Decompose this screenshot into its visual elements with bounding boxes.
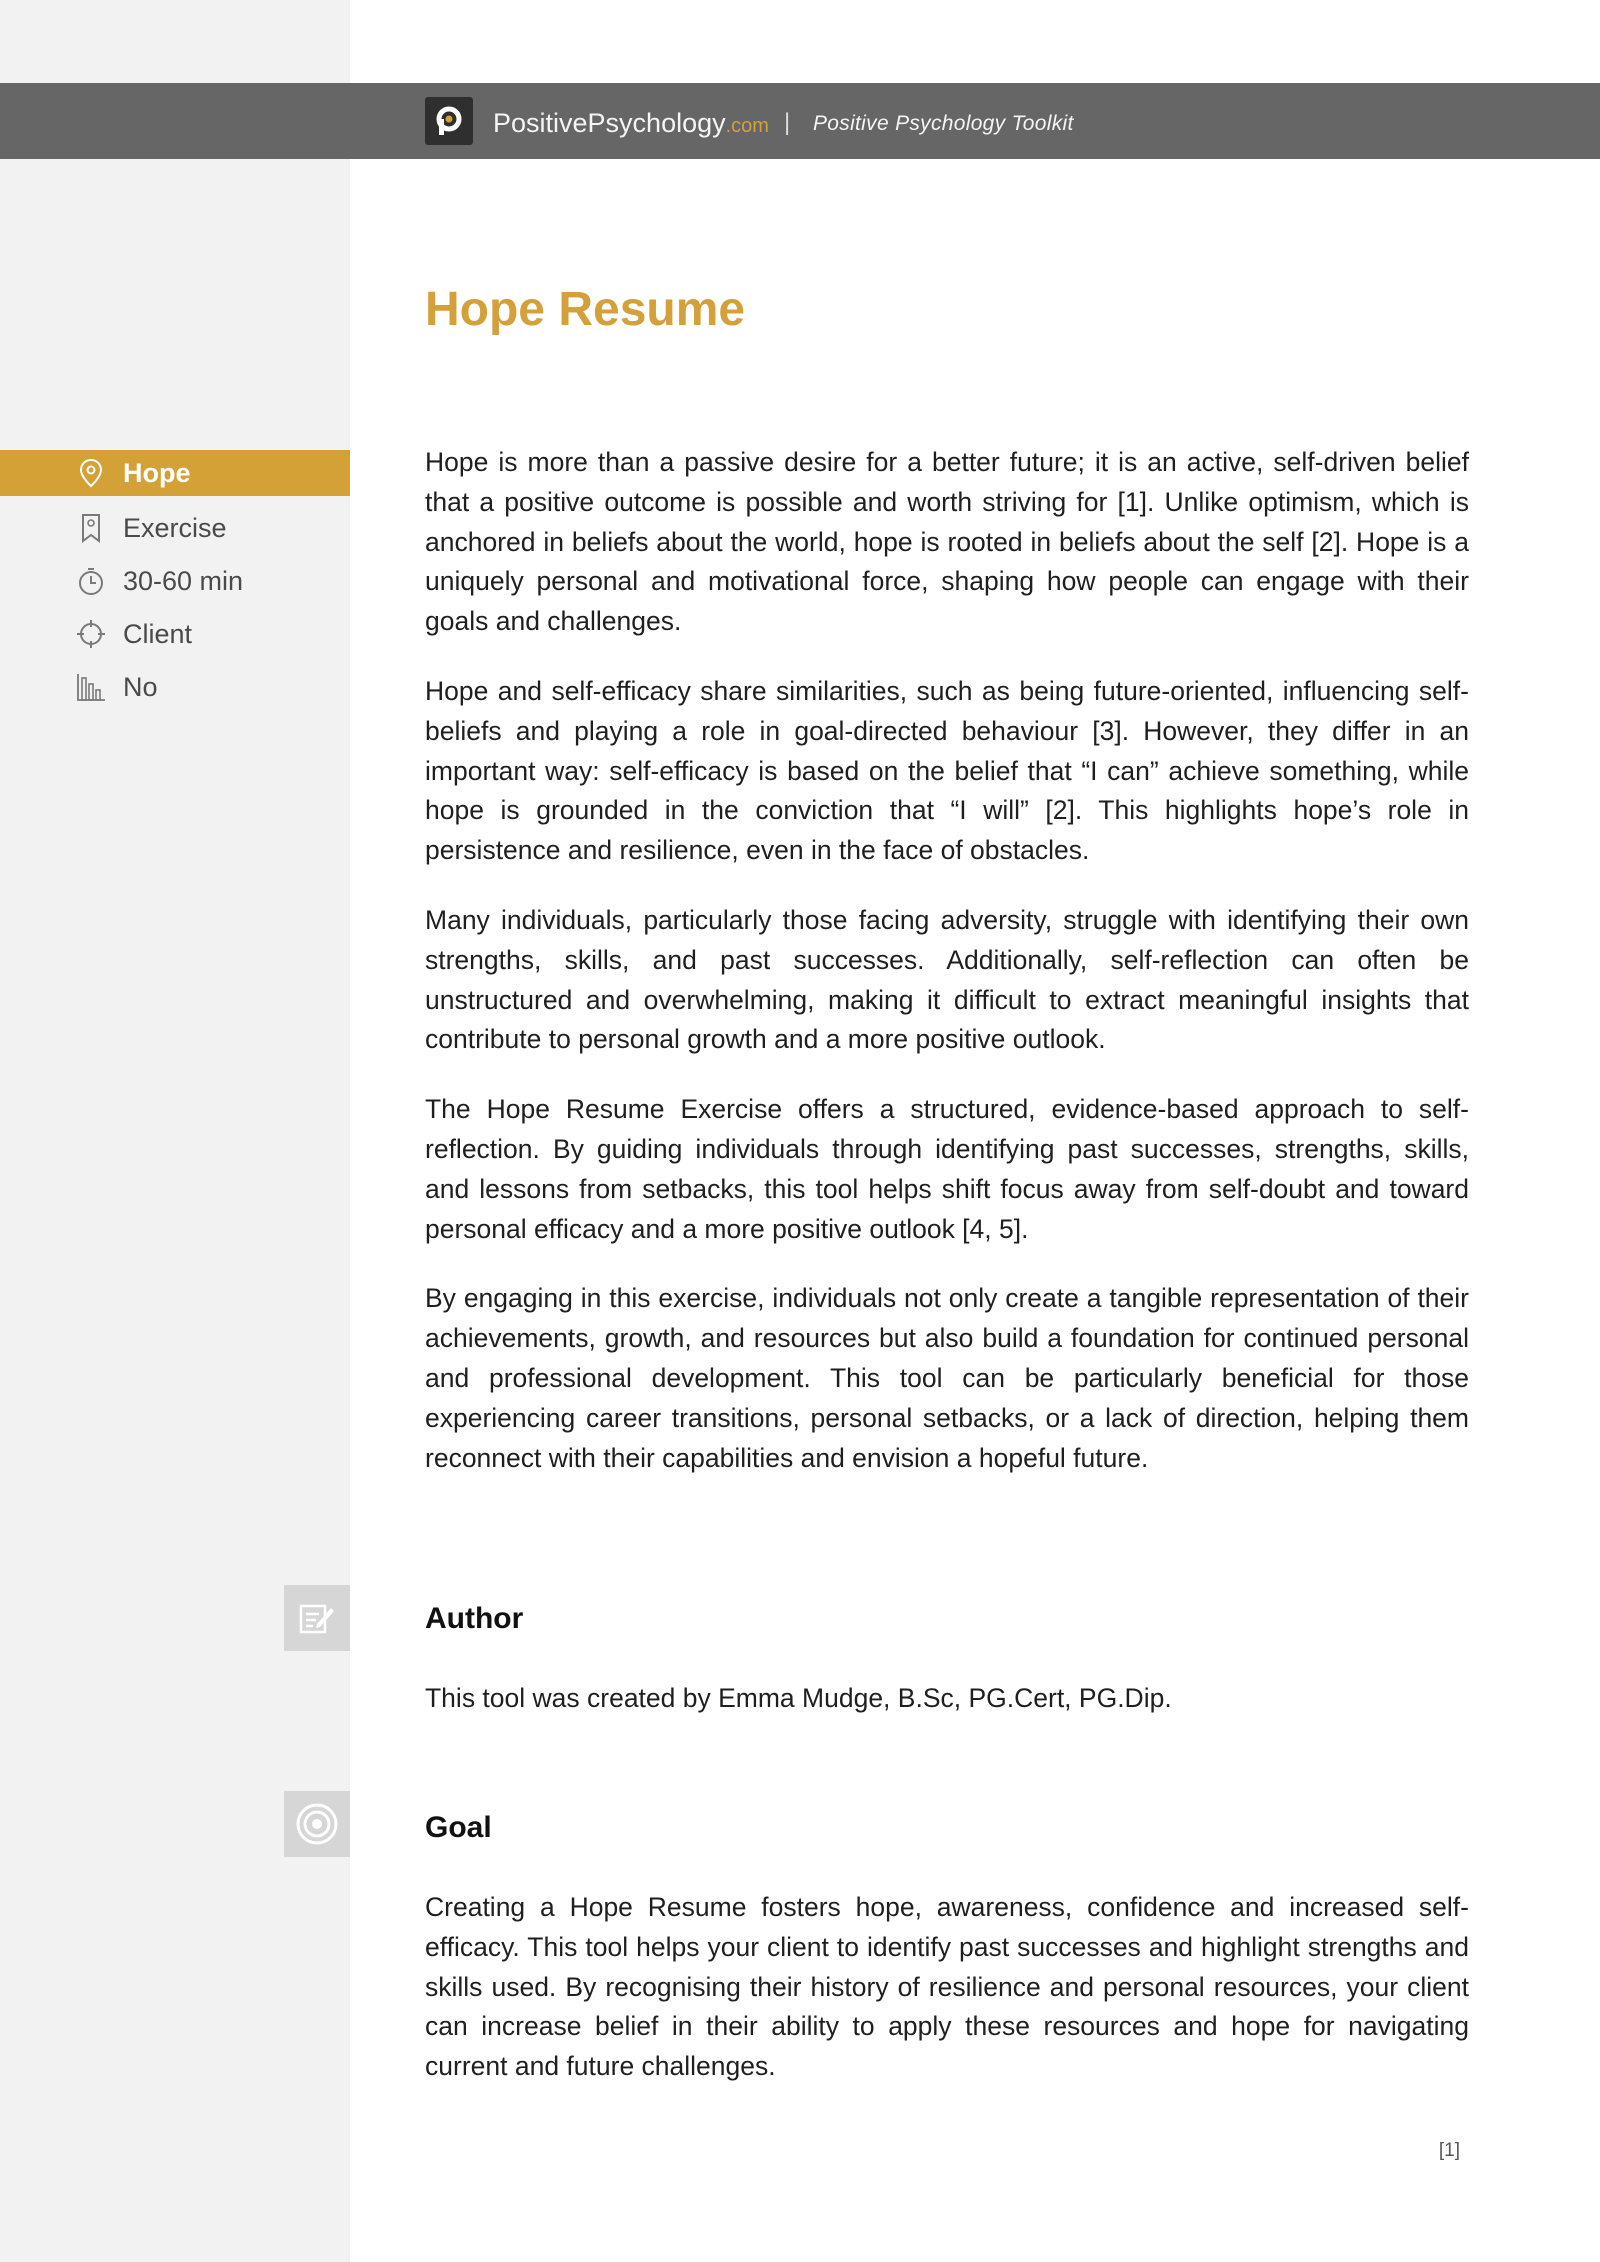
intro-paragraph: The Hope Resume Exercise offers a structured, evidence-based approach to self-reflection. By guiding individuals through identifying past successes, strengths, skills, and lessons from setbacks, this tool helps shift focus away from self-doubt and toward personal efficacy and a more positive outlook [4, 5]. (425, 1094, 1469, 1244)
page-title: Hope Resume (425, 283, 746, 336)
sidebar-item-label: Exercise (123, 512, 227, 543)
sidebar-item-label: Client (123, 618, 193, 649)
page-number: [1] (1438, 2140, 1460, 2161)
header-separator: | (784, 109, 791, 136)
target-icon (284, 1791, 350, 1857)
bar-chart-icon (76, 672, 106, 702)
sidebar-item-exercise (0, 505, 350, 551)
stopwatch-icon (76, 566, 106, 596)
bookmark-icon (76, 513, 106, 543)
intro-paragraph: Hope and self-efficacy share similarities, such as being future-oriented, influencing self-beliefs and playing a role in goal-directed behaviour [3]. However, they differ in an important way: self-efficacy is based on the belief that “I can” achieve something, while hope is grounded in the conviction that “I will” [2]. This highlights hope’s role in persistence and resilience, even in the face of obstacles. (425, 675, 1469, 866)
author-heading: Author (425, 1602, 524, 1635)
sidebar-item-hope (0, 450, 350, 496)
crosshair-icon (76, 619, 106, 649)
sidebar-item-label: No (123, 671, 158, 702)
sidebar-item-duration (0, 558, 350, 604)
location-pin-icon (76, 458, 106, 488)
intro-paragraph: By engaging in this exercise, individuals not only create a tangible representation of their achievements, growth, and resources but also build a foundation for continued personal and professional development. This tool can be particularly beneficial for those experiencing career transitions, personal setbacks, or a lack of direction, helping them reconnect with their capabilities and envision a hopeful future. (425, 1283, 1469, 1473)
author-text: This tool was created by Emma Mudge, B.Sc, PG.Cert, PG.Dip. (425, 1683, 1172, 1713)
intro-paragraph: Hope is more than a passive desire for a better future; it is an active, self-driven belief that a positive outcome is possible and worth striving for [1]. Unlike optimism, which is anchored in beliefs about the world, hope is rooted in beliefs about the self [2]. Hope is a uniquely personal and motivational force, shaping how people can engage with their goals and challenges. (425, 447, 1469, 637)
brand-main: PositivePsychology (493, 108, 726, 138)
goal-heading: Goal (425, 1811, 492, 1844)
goal-paragraph: Creating a Hope Resume fosters hope, awareness, confidence and increased self-efficacy. This tool helps your client to identify past successes and highlight strengths and skills used. By recognising their history of resilience and personal resources, your client can increase belief in their ability to apply these resources and hope for navigating current and future challenges. (425, 1892, 1469, 2082)
sidebar-item-label: 30-60 min (123, 565, 244, 596)
header-bar (0, 83, 1600, 159)
brand-suffix: .com (725, 115, 769, 137)
sidebar-item-audience (0, 611, 350, 657)
intro-paragraph: Many individuals, particularly those facing adversity, struggle with identifying their own strengths, skills, and past successes. Additionally, self-reflection can often be unstructured and overwhelming, making it difficult to extract meaningful insights that contribute to personal growth and a more positive outlook. (425, 904, 1469, 1055)
sidebar-item-label: Hope (123, 457, 191, 488)
sidebar-background (0, 0, 350, 2262)
intro-text (425, 443, 1469, 1508)
sidebar-item-scale (0, 664, 350, 710)
brand-name (493, 105, 769, 141)
toolkit-label: Positive Psychology Toolkit (813, 112, 1074, 135)
goal-text (425, 1888, 1469, 2117)
pencil-note-icon (284, 1585, 350, 1651)
brand-logo-icon (425, 97, 473, 145)
